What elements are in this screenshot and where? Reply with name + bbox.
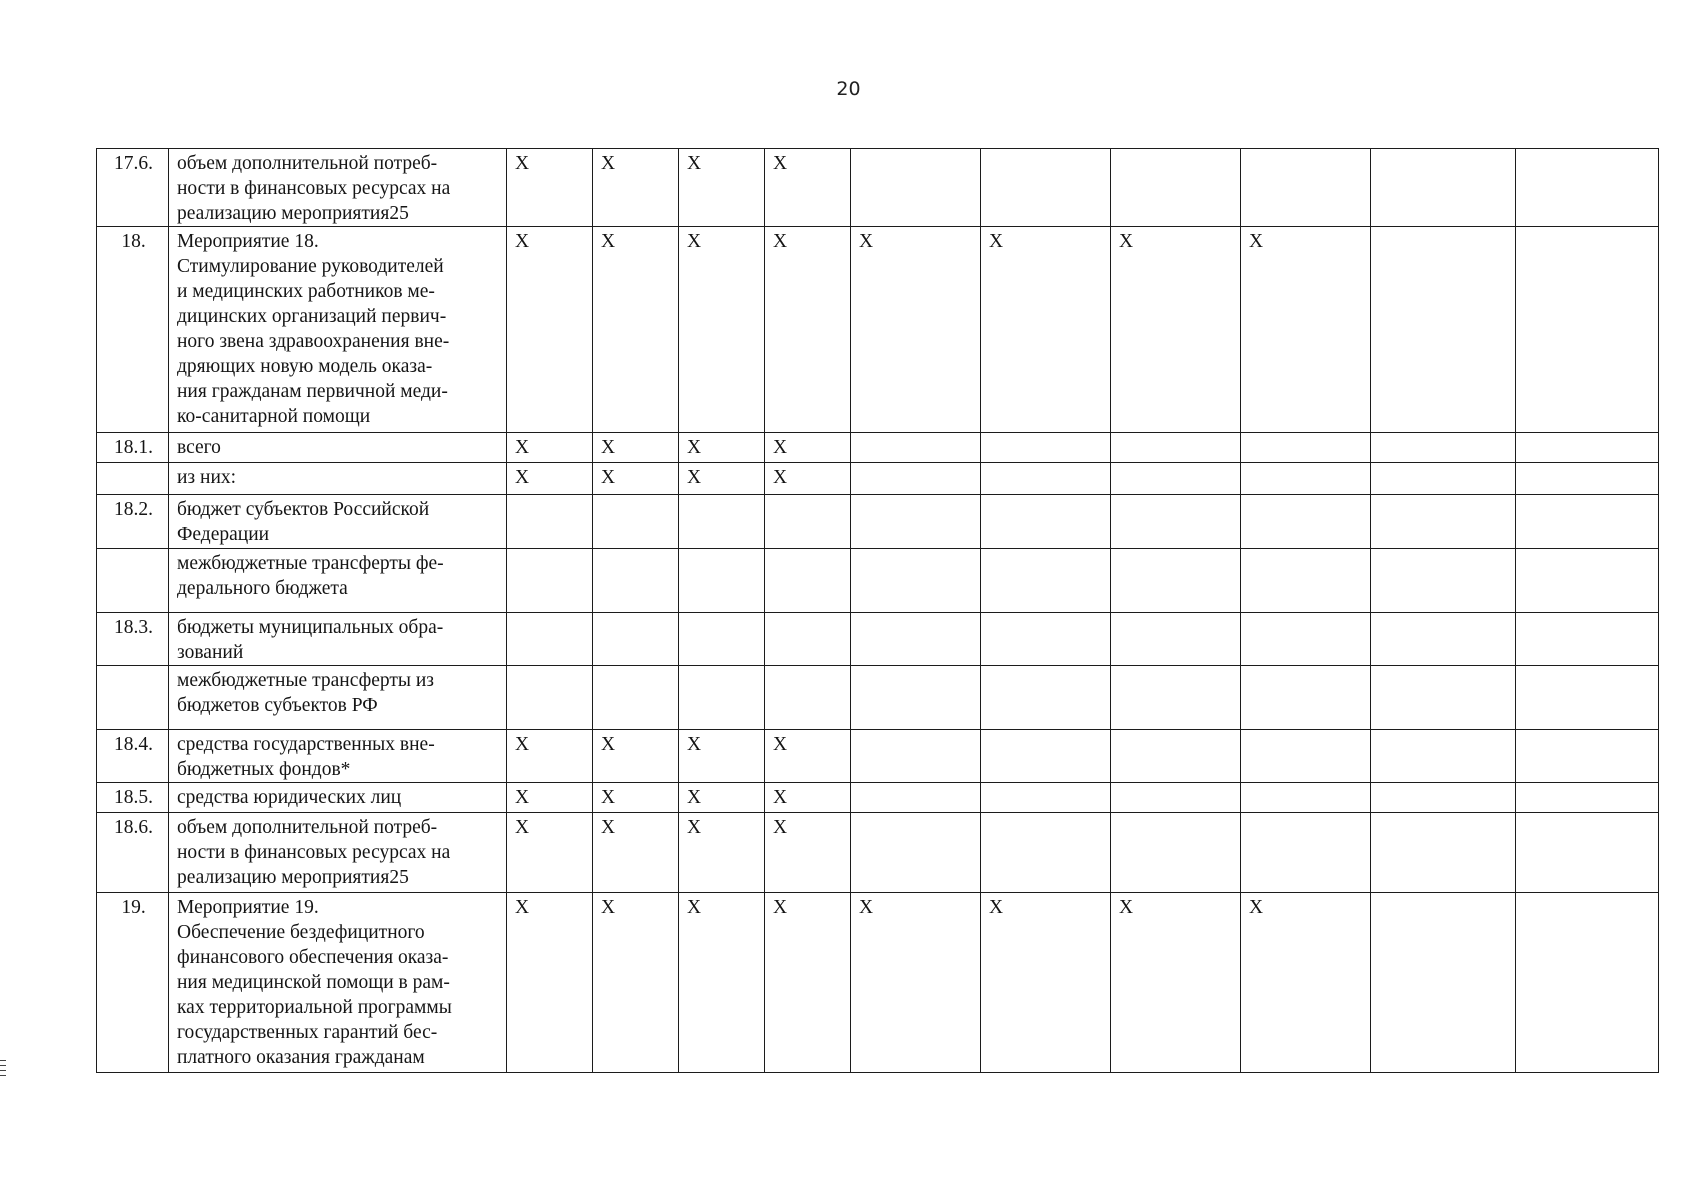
mark-cell: X xyxy=(507,463,593,495)
mark-cell xyxy=(1241,813,1371,893)
mark-cell xyxy=(1516,893,1659,1073)
mark-cell: X xyxy=(679,227,765,433)
row-number: 18.1. xyxy=(97,433,169,463)
table-row xyxy=(97,613,1659,666)
mark-cell xyxy=(1371,149,1516,227)
mark-cell xyxy=(1371,549,1516,613)
row-label: Мероприятие 18. Стимулирование руководителей и медицинских работников ме- дицинских организаций первич- ного звена здравоохранения вне- дряющих новую модель оказа- ния гражданам первичной меди- ко-санитарной помощи xyxy=(169,227,507,433)
mark-cell xyxy=(1371,463,1516,495)
mark-cell xyxy=(1241,783,1371,813)
mark-cell xyxy=(593,549,679,613)
mark-cell: X xyxy=(679,433,765,463)
mark-cell xyxy=(679,495,765,549)
mark-cell xyxy=(851,149,981,227)
row-number: 17.6. xyxy=(97,149,169,227)
mark-cell xyxy=(1241,666,1371,730)
table-row xyxy=(97,893,1659,1073)
mark-cell: X xyxy=(679,813,765,893)
mark-cell: X xyxy=(679,893,765,1073)
mark-cell: X xyxy=(593,783,679,813)
mark-cell xyxy=(507,666,593,730)
mark-cell xyxy=(981,813,1111,893)
mark-cell: X xyxy=(507,813,593,893)
mark-cell xyxy=(981,549,1111,613)
mark-cell xyxy=(1371,893,1516,1073)
mark-cell xyxy=(1516,495,1659,549)
table-row xyxy=(97,813,1659,893)
mark-cell xyxy=(1371,730,1516,783)
row-number: 18.3. xyxy=(97,613,169,666)
mark-cell xyxy=(1516,433,1659,463)
mark-cell: X xyxy=(851,893,981,1073)
mark-cell xyxy=(1371,433,1516,463)
table-row xyxy=(97,730,1659,783)
mark-cell: X xyxy=(507,149,593,227)
row-number: 18.5. xyxy=(97,783,169,813)
row-number xyxy=(97,549,169,613)
mark-cell xyxy=(765,495,851,549)
mark-cell: X xyxy=(593,227,679,433)
mark-cell: X xyxy=(765,463,851,495)
row-label: Мероприятие 19. Обеспечение бездефицитного финансового обеспечения оказа- ния медицинской помощи в рам- ках территориальной программы государственных гарантий бес- платного оказания гражданам xyxy=(169,893,507,1073)
mark-cell xyxy=(1241,495,1371,549)
mark-cell xyxy=(1111,666,1241,730)
table-row xyxy=(97,783,1659,813)
row-label: межбюджетные трансферты из бюджетов субъектов РФ xyxy=(169,666,507,730)
mark-cell: X xyxy=(765,893,851,1073)
mark-cell: X xyxy=(507,783,593,813)
mark-cell xyxy=(851,783,981,813)
mark-cell: X xyxy=(1111,227,1241,433)
mark-cell xyxy=(1516,783,1659,813)
mark-cell: X xyxy=(593,730,679,783)
mark-cell: X xyxy=(679,730,765,783)
mark-cell xyxy=(1241,433,1371,463)
mark-cell xyxy=(1516,613,1659,666)
mark-cell xyxy=(981,149,1111,227)
row-number: 18.2. xyxy=(97,495,169,549)
mark-cell: X xyxy=(1241,893,1371,1073)
mark-cell: X xyxy=(679,149,765,227)
mark-cell: X xyxy=(507,893,593,1073)
mark-cell xyxy=(851,813,981,893)
mark-cell xyxy=(1516,149,1659,227)
mark-cell xyxy=(851,495,981,549)
mark-cell: X xyxy=(765,813,851,893)
mark-cell: X xyxy=(679,463,765,495)
mark-cell xyxy=(1516,666,1659,730)
mark-cell xyxy=(981,495,1111,549)
row-number: 18.6. xyxy=(97,813,169,893)
mark-cell xyxy=(593,666,679,730)
row-number: 19. xyxy=(97,893,169,1073)
row-label: всего xyxy=(169,433,507,463)
row-label: объем дополнительной потреб- ности в финансовых ресурсах на реализацию мероприятия25 xyxy=(169,813,507,893)
mark-cell xyxy=(1241,730,1371,783)
mark-cell xyxy=(1111,730,1241,783)
mark-cell xyxy=(1241,463,1371,495)
table-row xyxy=(97,463,1659,495)
mark-cell xyxy=(851,730,981,783)
mark-cell xyxy=(981,783,1111,813)
mark-cell xyxy=(1516,549,1659,613)
table-row xyxy=(97,549,1659,613)
mark-cell xyxy=(1371,783,1516,813)
mark-cell: X xyxy=(1241,227,1371,433)
table-row xyxy=(97,666,1659,730)
mark-cell: X xyxy=(679,783,765,813)
mark-cell xyxy=(679,549,765,613)
table-body xyxy=(97,149,1659,1073)
mark-cell xyxy=(981,666,1111,730)
mark-cell xyxy=(1111,463,1241,495)
mark-cell xyxy=(1516,463,1659,495)
mark-cell xyxy=(1111,149,1241,227)
mark-cell: X xyxy=(593,463,679,495)
mark-cell: X xyxy=(593,813,679,893)
mark-cell xyxy=(1111,813,1241,893)
row-label: бюджет субъектов Российской Федерации xyxy=(169,495,507,549)
row-label: межбюджетные трансферты фе- дерального бюджета xyxy=(169,549,507,613)
mark-cell xyxy=(1111,613,1241,666)
mark-cell: X xyxy=(981,893,1111,1073)
mark-cell xyxy=(1111,495,1241,549)
row-label: объем дополнительной потреб- ности в финансовых ресурсах на реализацию мероприятия25 xyxy=(169,149,507,227)
mark-cell xyxy=(765,549,851,613)
mark-cell xyxy=(851,613,981,666)
row-label: средства юридических лиц xyxy=(169,783,507,813)
mark-cell xyxy=(765,666,851,730)
mark-cell xyxy=(1111,433,1241,463)
table-row xyxy=(97,495,1659,549)
row-label: из них: xyxy=(169,463,507,495)
mark-cell xyxy=(1111,783,1241,813)
mark-cell xyxy=(1516,730,1659,783)
mark-cell xyxy=(1516,813,1659,893)
mark-cell: X xyxy=(593,893,679,1073)
mark-cell: X xyxy=(981,227,1111,433)
mark-cell xyxy=(507,549,593,613)
table-row xyxy=(97,227,1659,433)
mark-cell xyxy=(1111,549,1241,613)
mark-cell: X xyxy=(765,730,851,783)
mark-cell xyxy=(1371,666,1516,730)
mark-cell xyxy=(851,433,981,463)
mark-cell: X xyxy=(851,227,981,433)
row-number xyxy=(97,666,169,730)
row-number: 18.4. xyxy=(97,730,169,783)
binding-edge-marks xyxy=(0,1060,6,1080)
mark-cell xyxy=(1241,613,1371,666)
mark-cell xyxy=(981,613,1111,666)
mark-cell: X xyxy=(765,149,851,227)
mark-cell xyxy=(1371,613,1516,666)
mark-cell xyxy=(1371,227,1516,433)
page-number: 20 xyxy=(836,78,861,100)
mark-cell xyxy=(851,666,981,730)
mark-cell xyxy=(981,433,1111,463)
financing-table xyxy=(96,148,1659,1073)
row-number: 18. xyxy=(97,227,169,433)
table-row xyxy=(97,433,1659,463)
mark-cell xyxy=(981,463,1111,495)
mark-cell xyxy=(981,730,1111,783)
mark-cell xyxy=(679,613,765,666)
mark-cell xyxy=(851,549,981,613)
mark-cell xyxy=(765,613,851,666)
mark-cell xyxy=(1241,149,1371,227)
row-label: средства государственных вне- бюджетных фондов* xyxy=(169,730,507,783)
mark-cell xyxy=(593,495,679,549)
mark-cell: X xyxy=(507,730,593,783)
mark-cell xyxy=(1241,549,1371,613)
mark-cell: X xyxy=(765,227,851,433)
mark-cell: X xyxy=(507,433,593,463)
mark-cell: X xyxy=(765,783,851,813)
table-row xyxy=(97,149,1659,227)
mark-cell xyxy=(1516,227,1659,433)
mark-cell: X xyxy=(593,149,679,227)
row-number xyxy=(97,463,169,495)
mark-cell: X xyxy=(593,433,679,463)
mark-cell: X xyxy=(1111,893,1241,1073)
mark-cell xyxy=(851,463,981,495)
mark-cell xyxy=(679,666,765,730)
mark-cell xyxy=(507,495,593,549)
mark-cell xyxy=(507,613,593,666)
mark-cell xyxy=(593,613,679,666)
mark-cell: X xyxy=(507,227,593,433)
row-label: бюджеты муниципальных обра- зований xyxy=(169,613,507,666)
mark-cell xyxy=(1371,813,1516,893)
mark-cell: X xyxy=(765,433,851,463)
mark-cell xyxy=(1371,495,1516,549)
